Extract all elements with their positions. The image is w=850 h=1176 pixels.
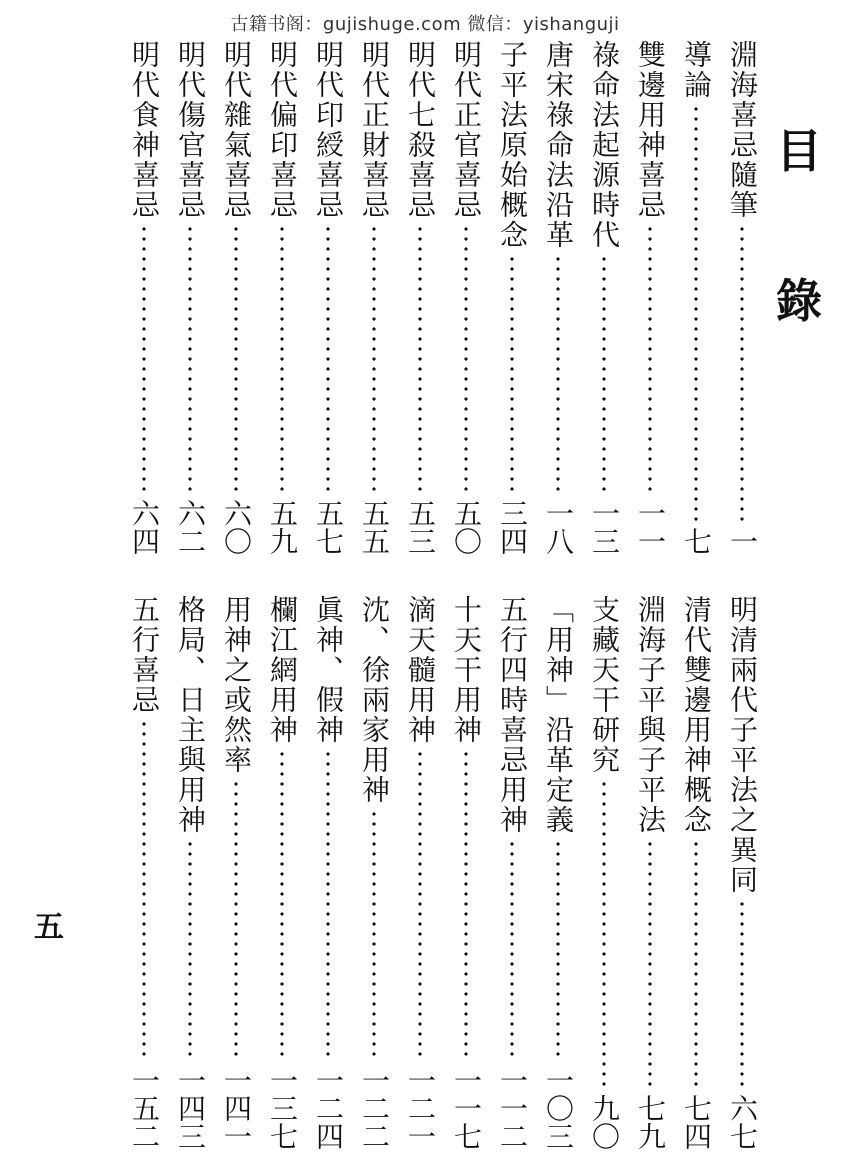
toc-entry-page: 一五二 bbox=[128, 1066, 161, 1150]
dot-leader bbox=[418, 749, 422, 1060]
watermark: 古籍书阁：gujishuge.com 微信：yishanguji bbox=[230, 14, 620, 35]
toc-entry-title: 明代食神喜忌 bbox=[128, 40, 161, 220]
toc-entry-page: 一四一 bbox=[220, 1066, 253, 1150]
toc-entry-title: 明代雜氣喜忌 bbox=[220, 40, 253, 220]
toc-entry bbox=[124, 40, 164, 555]
toc-entry bbox=[492, 595, 532, 1150]
toc-entry-page: 一〇三 bbox=[542, 1066, 575, 1150]
dot-leader bbox=[556, 254, 560, 493]
toc-entry bbox=[308, 40, 348, 555]
dot-leader bbox=[464, 224, 468, 493]
toc-entry-page: 五七 bbox=[312, 499, 345, 555]
heading-char-2: 錄 bbox=[776, 274, 822, 328]
toc-entry bbox=[722, 40, 762, 555]
dot-leader bbox=[418, 224, 422, 493]
toc-entry-title: 淵海喜忌隨筆 bbox=[726, 40, 759, 220]
toc-entry-page: 五〇 bbox=[450, 499, 483, 555]
toc-entry bbox=[354, 40, 394, 555]
toc-entry bbox=[538, 40, 578, 555]
toc-entry-title: 十天干用神 bbox=[450, 595, 483, 745]
toc-entry bbox=[216, 595, 256, 1150]
dot-leader bbox=[372, 224, 376, 493]
toc-entry-title: 清代雙邊用神概念 bbox=[680, 595, 713, 835]
toc-entry-page: 一三 bbox=[588, 499, 621, 555]
toc-entry-title: 淵海子平與子平法 bbox=[634, 595, 667, 835]
toc-entry-title: 明代正財喜忌 bbox=[358, 40, 391, 220]
toc-entry bbox=[354, 595, 394, 1150]
dot-leader bbox=[142, 719, 146, 1060]
toc-entry bbox=[400, 40, 440, 555]
dot-leader bbox=[464, 749, 468, 1060]
dot-leader bbox=[234, 779, 238, 1060]
toc-entry bbox=[630, 595, 670, 1150]
dot-leader bbox=[694, 104, 698, 521]
toc-entry-page: 一 bbox=[726, 527, 759, 555]
toc-entry-page: 七 bbox=[680, 527, 713, 555]
toc-entry-title: 支藏天干研究 bbox=[588, 595, 621, 775]
toc-entry bbox=[676, 595, 716, 1150]
toc-entry-title: 明代偏印喜忌 bbox=[266, 40, 299, 220]
dot-leader bbox=[326, 749, 330, 1060]
dot-leader bbox=[694, 839, 698, 1088]
toc-entry-title: 五行喜忌 bbox=[128, 595, 161, 715]
toc-entry-title: 五行四時喜忌用神 bbox=[496, 595, 529, 835]
toc-entry bbox=[676, 40, 716, 555]
toc-entry-page: 九〇 bbox=[588, 1094, 621, 1150]
dot-leader bbox=[556, 839, 560, 1060]
toc-entry-title: 格局、日主與用神 bbox=[174, 595, 207, 835]
dot-leader bbox=[142, 224, 146, 493]
toc-entry bbox=[400, 595, 440, 1150]
dot-leader bbox=[648, 839, 652, 1088]
dot-leader bbox=[740, 224, 744, 521]
toc-entry bbox=[446, 595, 486, 1150]
toc-entry-page: 一四三 bbox=[174, 1066, 207, 1150]
toc-entry-title: 唐宋祿命法沿革 bbox=[542, 40, 575, 250]
toc-entry-page: 五九 bbox=[266, 499, 299, 555]
toc-entry-page: 一二一 bbox=[404, 1066, 437, 1150]
toc-entry bbox=[722, 595, 762, 1150]
toc-entry-title: 明代印綬喜忌 bbox=[312, 40, 345, 220]
toc-entry bbox=[584, 595, 624, 1150]
toc-entry-title: 明代七殺喜忌 bbox=[404, 40, 437, 220]
toc-entry-title: 明代正官喜忌 bbox=[450, 40, 483, 220]
toc-entry-title: 導論 bbox=[680, 40, 713, 100]
dot-leader bbox=[280, 749, 284, 1060]
toc-entry-title: 子平法原始概念 bbox=[496, 40, 529, 250]
toc-entry-title: 明清兩代子平法之異同 bbox=[726, 595, 759, 895]
dot-leader bbox=[372, 809, 376, 1060]
toc-entry bbox=[630, 40, 670, 555]
toc-entry-page: 六四 bbox=[128, 499, 161, 555]
toc-entry-page: 五五 bbox=[358, 499, 391, 555]
toc-entry bbox=[262, 40, 302, 555]
toc-entry bbox=[170, 595, 210, 1150]
toc-entry-page: 五三 bbox=[404, 499, 437, 555]
toc-entry-page: 六七 bbox=[726, 1094, 759, 1150]
dot-leader bbox=[234, 224, 238, 493]
toc-entry bbox=[584, 40, 624, 555]
dot-leader bbox=[602, 254, 606, 493]
toc-entry-title: 沈、徐兩家用神 bbox=[358, 595, 391, 805]
dot-leader bbox=[740, 899, 744, 1088]
toc-entry-page: 一二二 bbox=[358, 1066, 391, 1150]
toc-entry-page: 一二四 bbox=[312, 1066, 345, 1150]
toc-entry-title: 用神之或然率 bbox=[220, 595, 253, 775]
toc-entry bbox=[216, 40, 256, 555]
toc-entry-page: 六〇 bbox=[220, 499, 253, 555]
toc-entry-title: 祿命法起源時代 bbox=[588, 40, 621, 250]
toc-entry-title: 欄江網用神 bbox=[266, 595, 299, 745]
dot-leader bbox=[188, 224, 192, 493]
toc-entry-page: 一八 bbox=[542, 499, 575, 555]
toc-entry-page: 一一 bbox=[634, 499, 667, 555]
toc-entry-page: 一三七 bbox=[266, 1066, 299, 1150]
dot-leader bbox=[510, 254, 514, 493]
toc-entry bbox=[124, 595, 164, 1150]
toc-entry-title: 「用神」沿革定義 bbox=[542, 595, 575, 835]
toc-entry-title: 雙邊用神喜忌 bbox=[634, 40, 667, 220]
toc-entry-title: 明代傷官喜忌 bbox=[174, 40, 207, 220]
heading-char-1: 目 bbox=[776, 124, 822, 178]
toc-entry bbox=[538, 595, 578, 1150]
toc-entry-page: 七四 bbox=[680, 1094, 713, 1150]
page-number: 五 bbox=[34, 910, 64, 945]
toc-entry bbox=[170, 40, 210, 555]
dot-leader bbox=[510, 839, 514, 1060]
toc-entry bbox=[446, 40, 486, 555]
toc-entry-page: 三四 bbox=[496, 499, 529, 555]
toc-entry-page: 七九 bbox=[634, 1094, 667, 1150]
toc-entry bbox=[308, 595, 348, 1150]
dot-leader bbox=[648, 224, 652, 493]
toc-entry bbox=[262, 595, 302, 1150]
toc-entry-title: 滴天髓用神 bbox=[404, 595, 437, 745]
toc-entry-page: 一一二 bbox=[496, 1066, 529, 1150]
dot-leader bbox=[602, 779, 606, 1088]
dot-leader bbox=[326, 224, 330, 493]
toc-entry bbox=[492, 40, 532, 555]
toc-entry-title: 眞神、假神 bbox=[312, 595, 345, 745]
dot-leader bbox=[280, 224, 284, 493]
dot-leader bbox=[188, 839, 192, 1060]
toc-entry-page: 一一七 bbox=[450, 1066, 483, 1150]
toc-entry-page: 六二 bbox=[174, 499, 207, 555]
